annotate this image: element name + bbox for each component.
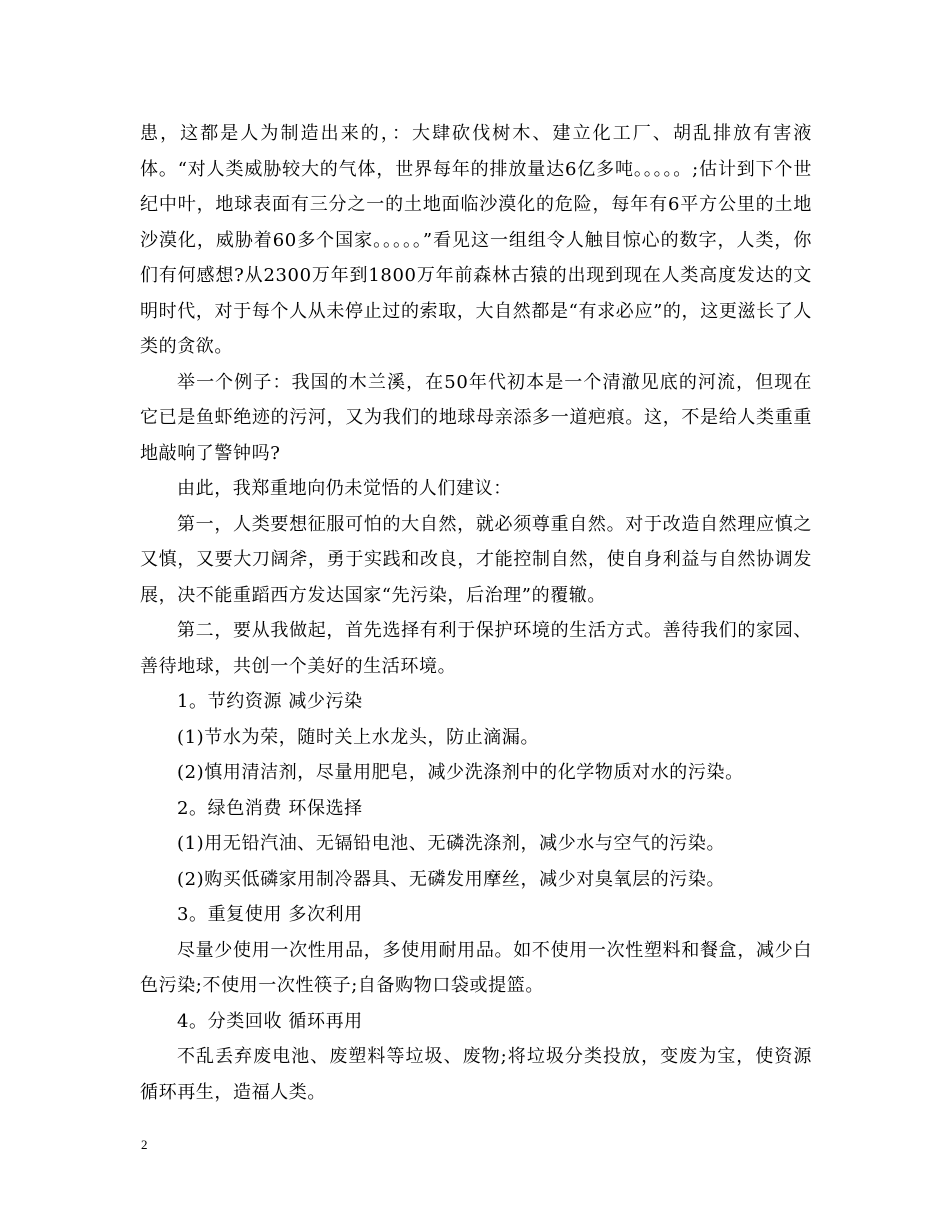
paragraph-continuation: 患，这都是人为制造出来的，：大肆砍伐树木、建立化工厂、胡乱排放有害液体。“对人类威胁较大的气体，世界每年的排放量达6亿多吨。。。。。;估计到下个世纪中叶，地球表面有三分之一的土地面临沙漠化的危险，每年有6平方公里的土地沙漠化，威胁着60多个国家。。。。。”看见这一组组令人触目惊心的数字，人类，你们有何感想?从2300万年到1800万年前森林古猿的出现到现在人类高度发达的文明时代，对于每个人从未停止过的索取，大自然都是“有求必应”的，这更滋长了人类的贪欲。 — [140, 123, 812, 357]
paragraph-reuse: 尽量少使用一次性用品，多使用耐用品。如不使用一次性塑料和餐盒，减少白色污染;不使用一次性筷子;自备购物口袋或提篮。 — [140, 939, 812, 996]
heading-green-consumption: 2。绿色消费 环保选择 — [177, 797, 363, 819]
heading-reuse: 3。重复使用 多次利用 — [177, 904, 363, 925]
heading-recycling: 4。分类回收 循环再用 — [177, 1010, 363, 1032]
list-item-lead-free: (1)用无铅汽油、无镉铅电池、无磷洗涤剂，减少水与空气的污染。 — [177, 833, 726, 854]
paragraph-second-point: 第二，要从我做起，首先选择有利于保护环境的生活方式。善待我们的家园、善待地球，共创一个美好的生活环境。 — [140, 620, 812, 677]
paragraph-proposal-intro: 由此，我郑重地向仍未觉悟的人们建议： — [177, 478, 512, 499]
page-number: 2 — [141, 1137, 148, 1152]
paragraph-recycling: 不乱丢弃废电池、废塑料等垃圾、废物;将垃圾分类投放，变废为宝，使资源循环再生，造福人类。 — [140, 1046, 812, 1103]
heading-save-resources: 1。节约资源 减少污染 — [177, 691, 363, 712]
list-item-save-water: (1)节水为荣，随时关上水龙头，防止滴漏。 — [177, 726, 540, 748]
list-item-low-phosphorus: (2)购买低磷家用制冷器具、无磷发用摩丝，减少对臭氧层的污染。 — [177, 868, 726, 890]
list-item-detergent: (2)慎用清洁剂，尽量用肥皂，减少洗涤剂中的化学物质对水的污染。 — [177, 762, 744, 783]
document-body — [140, 116, 812, 1110]
paragraph-first-point: 第一，人类要想征服可怕的大自然，就必须尊重自然。对于改造自然理应慎之又慎，又要大刀阔斧，勇于实践和改良，才能控制自然，使自身利益与自然协调发展，决不能重蹈西方发达国家“先污染，后治理”的覆辙。 — [140, 513, 812, 606]
paragraph-example: 举一个例子：我国的木兰溪，在50年代初本是一个清澈见底的河流，但现在它已是鱼虾绝迹的污河，又为我们的地球母亲添多一道疤痕。这，不是给人类重重地敲响了警钟吗? — [140, 371, 812, 464]
